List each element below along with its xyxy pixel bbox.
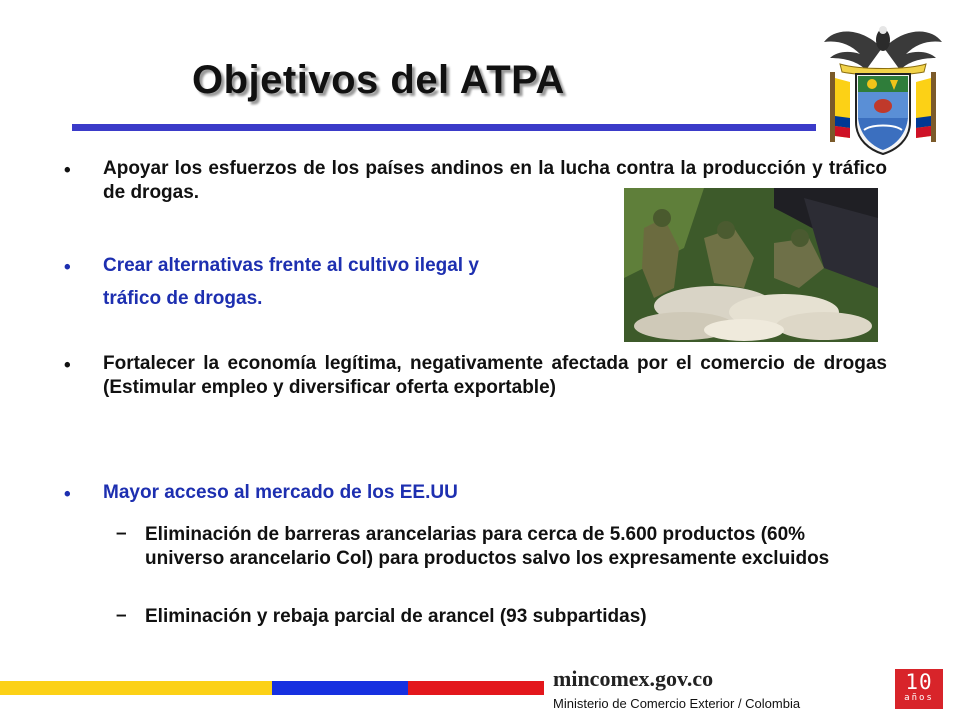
bullet-item: Crear alternativas frente al cultivo ilegal y [103,255,479,276]
bullet-item: Fortalecer la economía legítima, negativamente afectada por el comercio de drogas (Estimular empleo y diversificar oferta exportable) [103,353,887,398]
bullet-item: Apoyar los esfuerzos de los países andinos en la lucha contra la producción y tráfico de drogas. [103,158,887,203]
soldiers-photo [624,188,878,342]
bullet-marker: • [64,257,71,278]
website-link[interactable]: mincomex.gov.co [553,666,714,691]
bullet-marker: • [64,160,71,181]
ministry-name: Ministerio de Comercio Exterior / Colombia [553,696,801,711]
bullet-item: Mayor acceso al mercado de los EE.UU [103,482,458,503]
bullet-item-continued: tráfico de drogas. [103,288,263,309]
subbullet-marker: – [116,605,127,626]
badge-word: años [904,693,934,703]
bullet-marker: • [64,355,71,376]
badge-number: 10 [905,670,933,694]
subbullet-item: Eliminación y rebaja parcial de arancel (93 subpartidas) [145,606,647,627]
subbullet-marker: – [116,523,127,544]
footer-stripe-yellow [0,681,272,695]
footer-stripe-red [408,681,544,695]
coat-of-arms-icon [820,18,946,158]
bullet-marker: • [64,484,71,505]
slide-title: Objetivos del ATPA [192,58,565,102]
title-underline [72,124,816,131]
subbullet-item: Eliminación de barreras arancelarias para cerca de 5.600 productos (60% universo arancelario Col) para productos salvo los expresamente excluidos [145,524,830,569]
footer-stripe-blue [272,681,408,695]
anniversary-badge [895,669,943,709]
